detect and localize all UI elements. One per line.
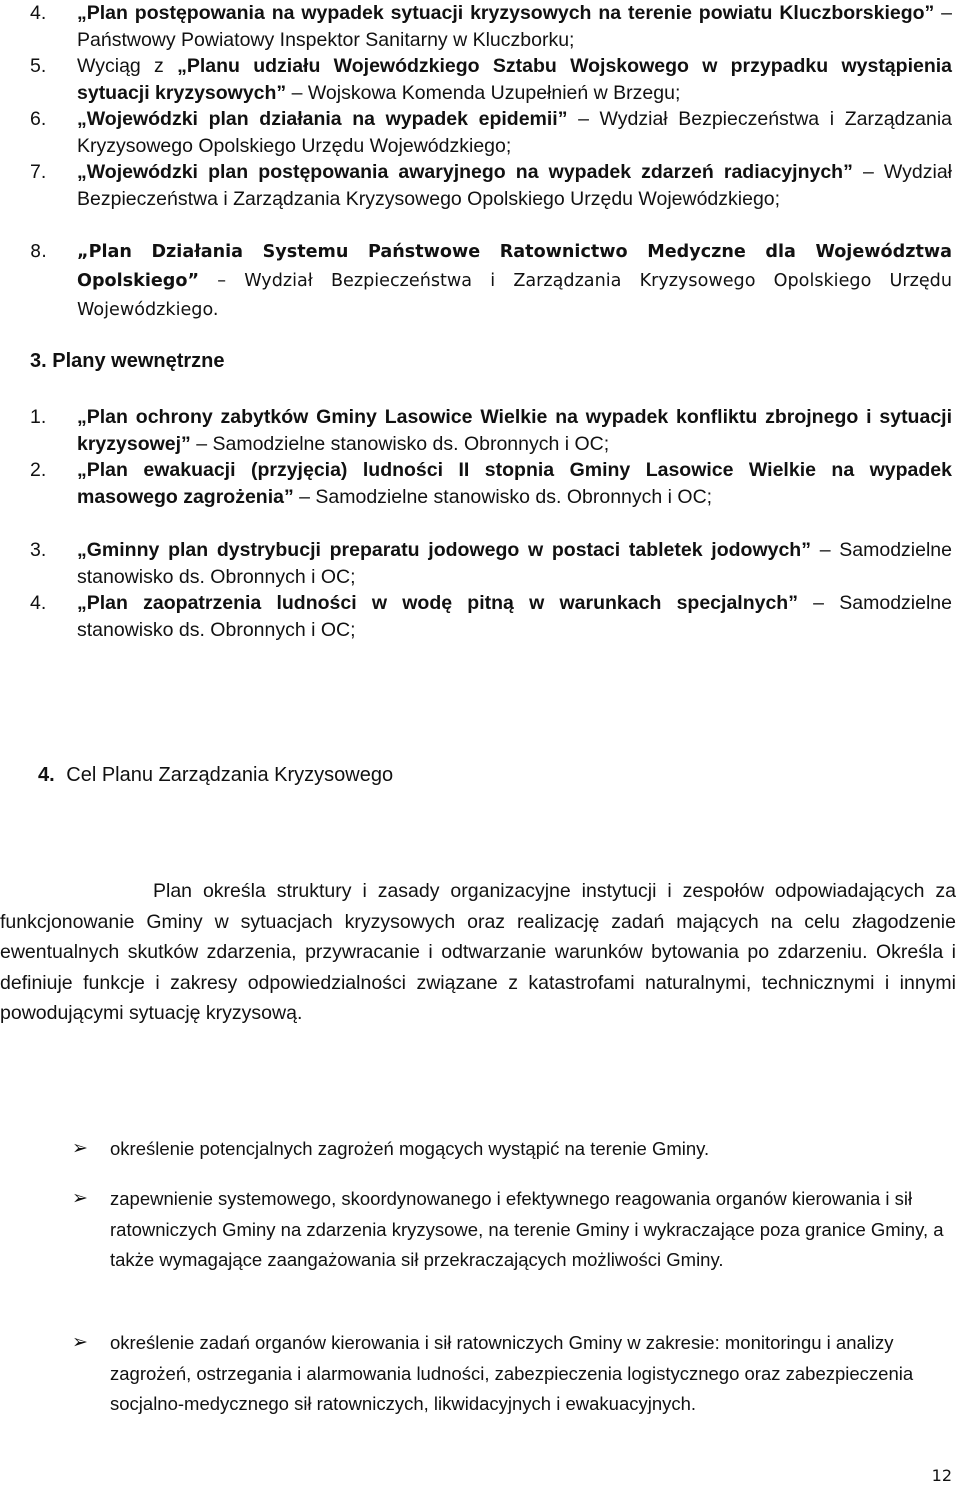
list-item-number: 4. [30, 592, 47, 614]
list-item-number: 5. [30, 55, 47, 77]
bullet-item [72, 1184, 952, 1276]
section-number: 4. [38, 764, 55, 786]
bullet-text: określenie potencjalnych zagrożeń mogących wystąpić na terenie Gminy. [110, 1138, 710, 1159]
plan-owner: – Samodzielne stanowisko ds. Obronnych i OC; [293, 485, 713, 508]
plan-owner: – Wydział Bezpieczeństwa i Zarządzania Kryzysowego Opolskiego Urzędu Wojewódzkiego; [77, 161, 952, 210]
list-item [30, 457, 952, 510]
section-heading: 3. Plany wewnętrzne [30, 350, 225, 372]
page-number: 12 [931, 1466, 952, 1485]
section-heading [38, 764, 393, 787]
plan-owner: – Samodzielne stanowisko ds. Obronnych i OC; [77, 539, 952, 588]
plan-owner: – Wydział Bezpieczeństwa i Zarządzania Kryzysowego Opolskiego Urzędu Wojewódzkiego; [77, 108, 952, 157]
list-item-number: 6. [30, 108, 47, 130]
list-item [30, 537, 952, 590]
list-item [30, 0, 952, 53]
plan-title: „Planu udziału Wojewódzkiego Sztabu Wojskowego w przypadku wystąpienia sytuacji kryzysowych” [77, 55, 953, 104]
plan-title: „Gminny plan dystrybucji preparatu jodowego w postaci tabletek jodowych” [77, 539, 811, 561]
list-item [30, 404, 952, 457]
list-item [30, 238, 952, 325]
plan-title: „Plan Działania Systemu Państwowe Ratownictwo Medyczne dla Województwa Opolskiego” [77, 242, 952, 291]
plan-title: „Plan zaopatrzenia ludności w wodę pitną w warunkach specjalnych” [77, 592, 798, 614]
list-item-number: 2. [30, 459, 47, 481]
plan-title: „Plan ewakuacji (przyjęcia) ludności II stopnia Gminy Lasowice Wielkie na wypadek masowego zagrożenia” [77, 459, 952, 508]
plan-title: „Plan postępowania na wypadek sytuacji kryzysowych na terenie powiatu Kluczborskiego” [77, 2, 935, 24]
list-item-number: 8. [30, 242, 47, 262]
plan-title: „Plan ochrony zabytków Gminy Lasowice Wielkie na wypadek konfliktu zbrojnego i sytuacji kryzysowej” [77, 406, 952, 455]
list-item [30, 53, 952, 106]
plan-owner: – Wojskowa Komenda Uzupełnień w Brzegu; [286, 81, 681, 104]
bullet-text: określenie zadań organów kierowania i sił ratowniczych Gminy w zakresie: monitoringu i analizy zagrożeń, ostrzegania i alarmowania ludności, zabezpieczenia logistycznego oraz zabezpieczenia socjalno-medycznego sił ratowniczych, likwidacyjnych i ewakuacyjnych. [110, 1332, 914, 1414]
plan-title: „Wojewódzki plan działania na wypadek epidemii” [77, 108, 568, 130]
plan-owner: – Państwowy Powiatowy Inspektor Sanitarny w Kluczborku; [77, 2, 953, 51]
body-paragraph: Plan określa struktury i zasady organizacyjne instytucji i zespołów odpowiadających za funkcjonowanie Gminy w sytuacjach kryzysowych oraz realizację zadań mających na celu złagodzenie ewentualnych skutków zdarzenia, przywracanie i odtwarzanie warunków bytowania po zdarzeniu. Określa i definiuje funkcje i zakresy odpowiedzialności związane z katastrofami naturalnymi, technicznymi i innymi powodującymi sytuację kryzysową. [0, 880, 956, 1024]
bullet-item [72, 1134, 952, 1165]
list-item [30, 106, 952, 159]
plan-owner: – Wydział Bezpieczeństwa i Zarządzania Kryzysowego Opolskiego Urzędu Wojewódzkiego. [77, 271, 952, 320]
arrow-bullet-icon: ➢ [72, 1138, 88, 1159]
plan-owner: – Samodzielne stanowisko ds. Obronnych i OC; [190, 432, 610, 455]
list-item-number: 7. [30, 161, 47, 183]
bullet-item [72, 1328, 952, 1420]
list-item [30, 590, 952, 643]
arrow-bullet-icon: ➢ [72, 1188, 88, 1209]
plan-prefix: Wyciąg z [77, 55, 178, 77]
list-item-number: 3. [30, 539, 47, 561]
list-item-number: 4. [30, 2, 47, 24]
list-item [30, 159, 952, 212]
list-item-number: 1. [30, 406, 47, 428]
section-title: Cel Planu Zarządzania Kryzysowego [66, 764, 394, 786]
bullet-text: zapewnienie systemowego, skoordynowanego i efektywnego reagowania organów kierowania i sił ratowniczych Gminy na zdarzenia kryzysowe, na terenie Gminy i wykraczające poza granice Gminy, a także wymagające zaangażowania sił przekraczających możliwości Gminy. [110, 1188, 944, 1270]
plan-owner: – Samodzielne stanowisko ds. Obronnych i OC; [77, 592, 952, 641]
arrow-bullet-icon: ➢ [72, 1332, 88, 1353]
plan-title: „Wojewódzki plan postępowania awaryjnego na wypadek zdarzeń radiacyjnych” [77, 161, 853, 183]
